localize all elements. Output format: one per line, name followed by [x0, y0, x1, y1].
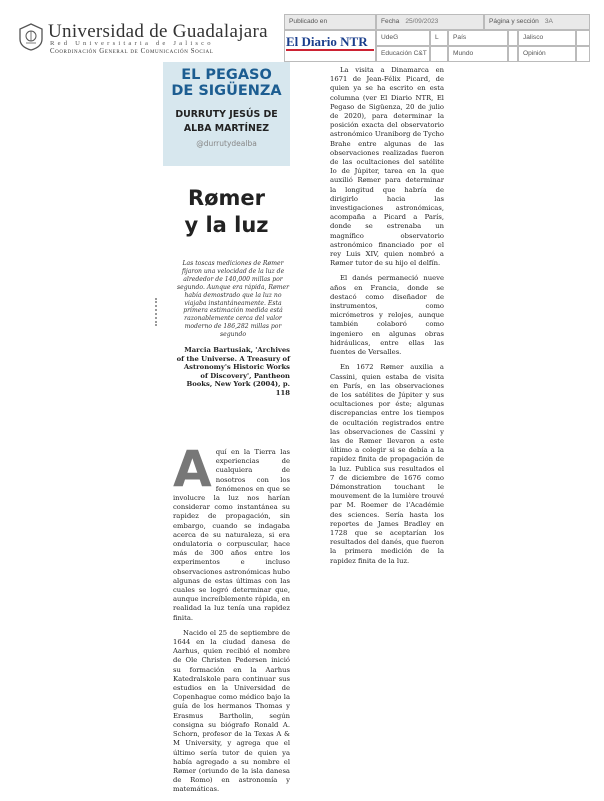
article-column-1: [173, 440, 290, 801]
option-pais: País: [448, 30, 508, 46]
article-headline: Rømer y la luz: [184, 186, 269, 237]
epigraph-quote: Las toscas mediciones de Rømer fijaron una velocidad de la luz de alrededor de 140,000 millas por segundo. Aunque era rápida, Rømer había demostrado que la luz no viajaba instantáneamente. Esta primera estimación medida está razonablemente cerca del valor moderno de 186,282 millas por segundo: [177, 260, 289, 339]
paragraph: Nacido el 25 de septiembre de 1644 en la ciudad danesa de Aarhus, quien recibió el nombre de Ole Christen Pedersen inició su formación en la Aarhus Katedralskole para continuar sus estudios en la Universidad de Copenhague como médico bajo la guía de los hermanos Thomas y Erasmus Bartholin, según consigna su biógrafo Ronald A. Schorn, profesor de la Texas A & M University, y agrega que el último sería tutor de quien ya había agregado a su nombre el Rømer (oriundo de la isla danesa de Romo) en astronomía y matemáticas.: [173, 628, 290, 794]
option-udeg-mark: L: [430, 30, 448, 46]
published-in-label: Publicado en: [284, 14, 376, 30]
university-seal-icon: [18, 23, 44, 51]
option-jalisco: Jalisco: [518, 30, 576, 46]
option-udeg: UdeG: [376, 30, 430, 46]
author-name: DURRUTY JESÚS DE ALBA MARTÍNEZ: [175, 109, 278, 134]
option-mundo: Mundo: [448, 46, 508, 62]
date-field: Fecha 25/09/2023: [376, 14, 484, 30]
author-handle: @durrutydealba: [196, 139, 257, 148]
department-name: Coordinación General de Comunicación Social: [50, 48, 214, 55]
paragraph: En 1672 Rømer auxilia a Cassini, quien estaba de visita en París, en las observaciones de los satélites de Júpiter y sus ocultaciones por éste; algunas discrepancias entre los tiempos de ocultación registrados entre las observaciones de Cassini y las de Rømer llevaron a este último a colegir si se debía a la rapidez finita de propagación de la luz. Publica sus resultados el 7 de diciembre de 1676 como Démonstration touchant le mouvement de la lumière trouvé par M. Roemer de l'Académie des sciences. Sería hasta los reportes de James Bradley en 1728 que se aceptarían los resultados del danés, que fueron la primera medición de la rapidez finita de la luz.: [330, 363, 444, 565]
university-name: Universidad de Guadalajara: [48, 21, 268, 42]
margin-mark: [155, 298, 159, 326]
page-section-field: Página y sección 3A: [484, 14, 590, 30]
option-opinion: Opinión: [518, 46, 576, 62]
university-network: Red Universitaria de Jalisco: [50, 40, 214, 47]
column-title: EL PEGASO DE SIGÜENZA: [171, 67, 282, 99]
option-jalisco-mark: [576, 30, 590, 46]
option-pais-mark: [508, 30, 518, 46]
newspaper-logo: El Diario NTR: [286, 34, 374, 52]
option-mundo-mark: [508, 46, 518, 62]
page-value: 3A: [544, 18, 553, 25]
paragraph: La visita a Dinamarca en 1671 de Jean-Félix Picard, de quien ya se ha escrito en esta columna (ver El Diario NTR, El Pegaso de Sigüenza, 20 de julio de 2020), para determinar la posición exacta del observatorio astronómico Uraniborg de Tycho Brahe entre algunas de las observaciones realizadas fueron de las ocultaciones del satélite Io de Júpiter, tarea en la que auxilió Rømer para determinar la longitud que habría de dirigirlo hacia las investigaciones astronómicas, acompaña a Picard a París, donde se estrenaba un magnífico observatorio astronómico financiado por el rey Luis XIV, quien nombró a Rømer tutor de su hijo el delfín.: [330, 66, 444, 268]
option-opinion-mark: [576, 46, 590, 62]
epigraph-source: Marcia Bartusiak, 'Archives of the Universe. A Treasury of Astronomy's Historic Works of Discovery', Pantheon Books, New York (2004), p. 118: [176, 346, 290, 397]
option-educacion: Educación C&T: [376, 46, 430, 62]
paragraph: Aquí en la Tierra las experiencias de cualquiera de nosotros con los fenómenos en que se involucre la luz nos harían considerar como instantánea su rapidez de propagación, sin embargo, cuando se indagaba acerca de su naturaleza, si era ondulatoria o corpuscular, hace más de 300 años entre los experimentos e incluso observaciones astronómicas hubo algunas de estas últimas con las cuales se logró determinar que, aunque increíblemente rápida, en realidad la luz tenía una rapidez finita.: [173, 440, 290, 622]
date-value: 25/09/2023: [405, 18, 439, 25]
paragraph: El danés permaneció nueve años en Francia, donde se destacó como diseñador de instrumentos, como micrómetros y relojes, aunque también colaboró como ingeniero en algunas obras hidráulicas, entre ellas las fuentes de Versalles.: [330, 274, 444, 357]
drop-cap: A: [173, 440, 212, 498]
option-educacion-mark: [430, 46, 448, 62]
article-column-2: [330, 66, 444, 572]
